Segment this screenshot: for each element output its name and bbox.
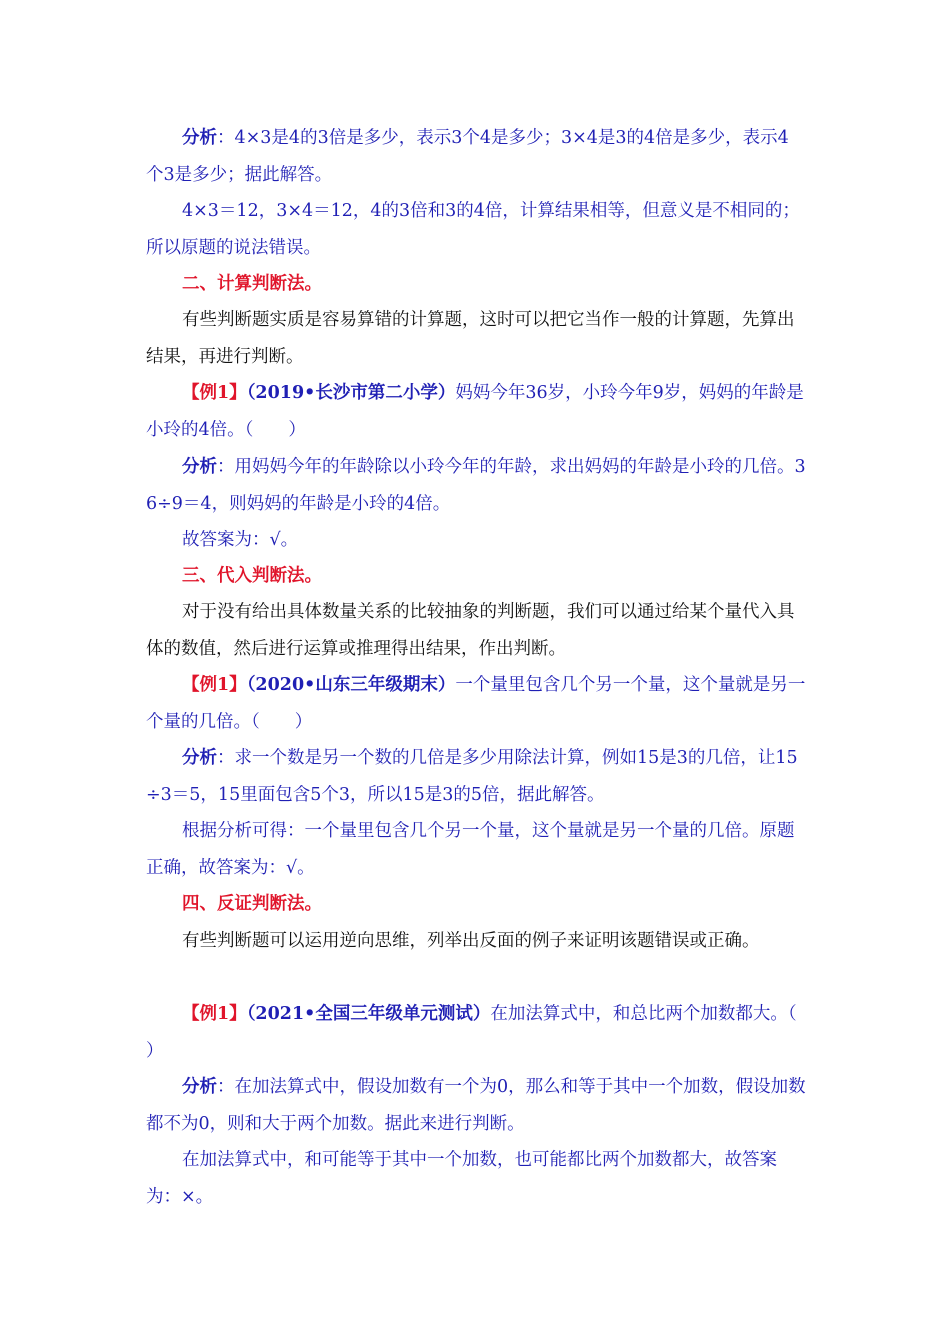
analysis-paragraph — [146, 1069, 806, 1142]
answer-line: 故答案为：√。 — [182, 530, 299, 550]
analysis-label: 分析 — [182, 128, 217, 148]
example-text: 在加法算式中，和总比两个加数都大。（ ） — [146, 1004, 832, 1061]
example-paragraph — [146, 996, 832, 1069]
example-source: （2020•山东三年级期末） — [246, 675, 456, 695]
analysis-text: ：用妈妈今年的年龄除以小玲今年的年龄，求出妈妈的年龄是小玲的几倍。36÷9＝4，则妈妈的年龄是小玲的4倍。 — [146, 457, 806, 514]
example-tag: 【例1】 — [182, 1004, 247, 1024]
analysis-text: ：求一个数是另一个数的几倍是多少用除法计算，例如15是3的几倍，让15÷3＝5，15里面包含5个3，所以15是3的5倍，据此解答。 — [146, 748, 798, 805]
example-text: 妈妈今年36岁，小玲今年9岁，妈妈的年龄是小玲的4倍。（ ） — [146, 383, 804, 440]
analysis-label: 分析 — [182, 748, 217, 768]
analysis-text: ：4×3是4的3倍是多少，表示3个4是多少；3×4是3的4倍是多少，表示4个3是多少；据此解答。 — [146, 128, 789, 185]
conclusion-paragraph: 在加法算式中，和可能等于其中一个加数，也可能都比两个加数都大，故答案为：×。 — [146, 1150, 777, 1207]
section-intro: 对于没有给出具体数量关系的比较抽象的判断题，我们可以通过给某个量代入具体的数值，然后进行运算或推理得出结果，作出判断。 — [146, 602, 795, 659]
section-intro: 有些判断题可以运用逆向思维，列举出反面的例子来证明该题错误或正确。 — [182, 931, 760, 951]
section-heading: 二、计算判断法。 — [182, 274, 322, 294]
example-text: 一个量里包含几个另一个量，这个量就是另一个量的几倍。（ ） — [146, 675, 806, 732]
conclusion-paragraph: 4×3＝12，3×4＝12，4的3倍和3的4倍，计算结果相等，但意义是不相同的；所以原题的说法错误。 — [146, 201, 800, 258]
analysis-paragraph — [146, 740, 806, 813]
example-tag: 【例1】 — [182, 383, 247, 403]
analysis-label: 分析 — [182, 457, 217, 477]
section-intro: 有些判断题实质是容易算错的计算题，这时可以把它当作一般的计算题，先算出结果，再进行判断。 — [146, 310, 795, 367]
example-paragraph — [146, 667, 806, 740]
example-source: （2021•全国三年级单元测试） — [246, 1004, 491, 1024]
example-source: （2019•长沙市第二小学） — [246, 383, 456, 403]
example-paragraph — [146, 375, 806, 448]
analysis-text: ：在加法算式中，假设加数有一个为0，那么和等于其中一个加数，假设加数都不为0，则和大于两个加数。据此来进行判断。 — [146, 1077, 806, 1134]
example-tag: 【例1】 — [182, 675, 247, 695]
analysis-paragraph — [146, 449, 806, 522]
analysis-paragraph — [146, 120, 806, 193]
section-heading: 四、反证判断法。 — [182, 894, 322, 914]
analysis-label: 分析 — [182, 1077, 217, 1097]
conclusion-paragraph: 根据分析可得：一个量里包含几个另一个量，这个量就是另一个量的几倍。原题正确，故答案为：√。 — [146, 821, 795, 878]
section-heading: 三、代入判断法。 — [182, 566, 322, 586]
